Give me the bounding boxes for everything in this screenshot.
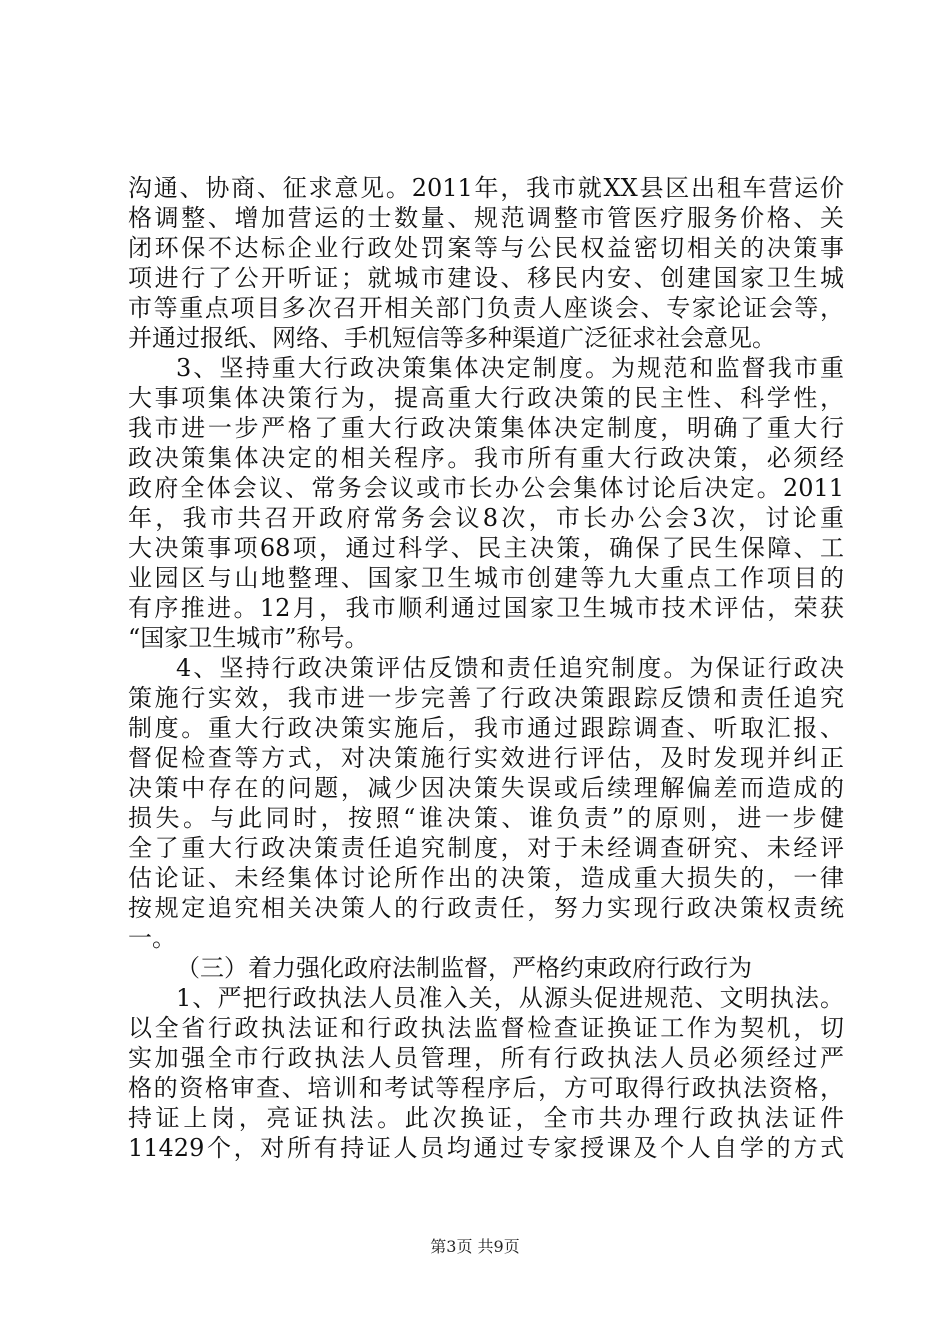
text-line: 按规定追究相关决策人的行政责任，努力实现行政决策权责统 <box>128 894 844 922</box>
text-line: 年，我市共召开政府常务会议8次，市长办公会3次，讨论重 <box>128 504 844 532</box>
text-line: “国家卫生城市”称号。 <box>128 624 369 652</box>
paragraph-first-line: 4、坚持行政决策评估反馈和责任追究制度。为保证行政决 <box>176 654 844 682</box>
text-line: 制度。重大行政决策实施后，我市通过跟踪调查、听取汇报、 <box>128 714 844 742</box>
text-line: 决策中存在的问题，减少因决策失误或后续理解偏差而造成的 <box>128 774 844 802</box>
text-line: 并通过报纸、网络、手机短信等多种渠道广泛征求社会意见。 <box>128 324 776 352</box>
text-line: 格的资格审查、培训和考试等程序后，方可取得行政执法资格， <box>128 1074 844 1102</box>
text-line: 大事项集体决策行为，提高重大行政决策的民主性、科学性， <box>128 384 844 412</box>
paragraph-first-line: 1、严把行政执法人员准入关，从源头促进规范、文明执法。 <box>176 984 844 1012</box>
text-line: 政府全体会议、常务会议或市长办公会集体讨论后决定。2011 <box>128 474 844 502</box>
text-line: 我市进一步严格了重大行政决策集体决定制度，明确了重大行 <box>128 414 844 442</box>
text-line: 大决策事项68项，通过科学、民主决策，确保了民生保障、工 <box>128 534 844 562</box>
text-line: 估论证、未经集体讨论所作出的决策，造成重大损失的，一律 <box>128 864 844 892</box>
text-line: 闭环保不达标企业行政处罚案等与公民权益密切相关的决策事 <box>128 234 844 262</box>
text-line: 全了重大行政决策责任追究制度，对于未经调查研究、未经评 <box>128 834 844 862</box>
paragraph-first-line: 3、坚持重大行政决策集体决定制度。为规范和监督我市重 <box>176 354 844 382</box>
text-line: 沟通、协商、征求意见。2011年，我市就XX县区出租车营运价 <box>128 174 844 202</box>
text-line: 有序推进。12月，我市顺利通过国家卫生城市技术评估，荣获 <box>128 594 844 622</box>
text-line: 以全省行政执法证和行政执法监督检查证换证工作为契机，切 <box>128 1014 844 1042</box>
page-footer: 第3页 共9页 <box>430 1237 520 1256</box>
text-line: 项进行了公开听证；就城市建设、移民内安、创建国家卫生城 <box>128 264 844 292</box>
text-line: 持证上岗，亮证执法。此次换证，全市共办理行政执法证件 <box>128 1104 844 1132</box>
text-line: 业园区与山地整理、国家卫生城市创建等九大重点工作项目的 <box>128 564 844 592</box>
text-line: 实加强全市行政执法人员管理，所有行政执法人员必须经过严 <box>128 1044 844 1072</box>
text-line: 督促检查等方式，对决策施行实效进行评估，及时发现并纠正 <box>128 744 844 772</box>
text-line: 一。 <box>128 924 176 952</box>
text-line: 损失。与此同时，按照“谁决策、谁负责”的原则，进一步健 <box>128 804 844 832</box>
text-line: 政决策集体决定的相关程序。我市所有重大行政决策，必须经 <box>128 444 844 472</box>
section-heading: （三）着力强化政府法制监督，严格约束政府行政行为 <box>176 954 752 982</box>
text-line: 市等重点项目多次召开相关部门负责人座谈会、专家论证会等， <box>128 294 844 322</box>
text-line: 格调整、增加营运的士数量、规范调整市管医疗服务价格、关 <box>128 204 844 232</box>
text-line: 11429个，对所有持证人员均通过专家授课及个人自学的方式 <box>128 1134 844 1162</box>
text-line: 策施行实效，我市进一步完善了行政决策跟踪反馈和责任追究 <box>128 684 844 712</box>
